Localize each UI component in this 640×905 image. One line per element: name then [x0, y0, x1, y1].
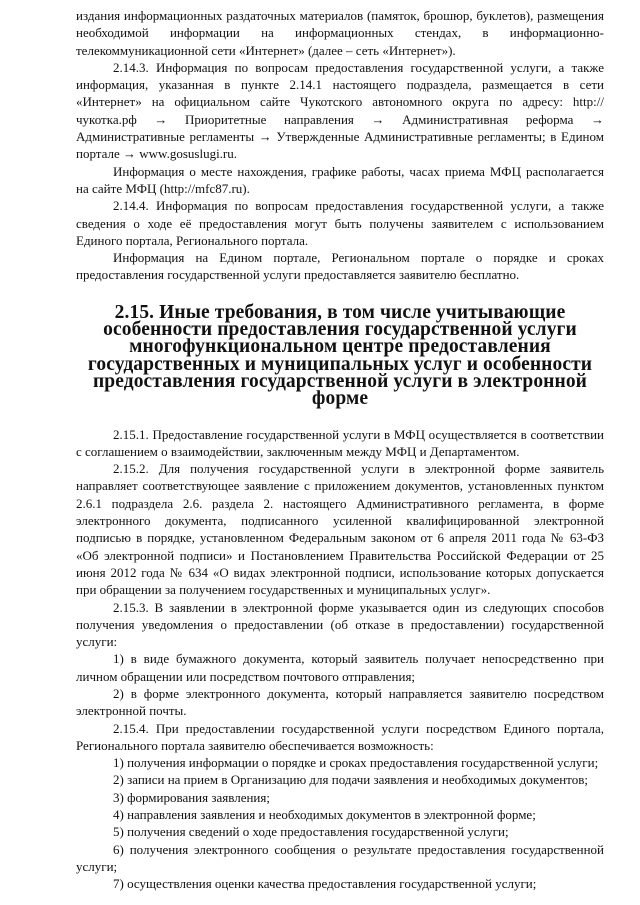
list-item-5: 5) получения сведений о ходе предоставления государственной услуги;	[113, 824, 509, 840]
list-item-4: 4) направления заявления и необходимых документов в электронной форме;	[113, 807, 536, 823]
list-item-7: 7) осуществления оценки качества предоставления государственной услуги;	[113, 876, 537, 892]
paragraph-2-14-4: 2.14.4. Информация по вопросам предоставления государственной услуги, а также сведения о ходе её предоставления могут быть получены заявителем с использованием Единого портала, Регионального портала.	[76, 198, 604, 248]
paragraph-free-info: Информация на Едином портале, Региональном портале о порядке и сроках предоставления государственной услуги предоставляется заявителю бесплатно.	[76, 250, 604, 283]
list-item-2: 2) в форме электронного документа, который направляется заявителю посредством электронной почты.	[76, 685, 604, 719]
document-page	[76, 7, 604, 893]
list-item-3: 3) формирования заявления;	[113, 789, 270, 805]
paragraph-continuation: издания информационных раздаточных материалов (памяток, брошюр, буклетов), размещения необходимой информации на информационных стендах, в информационно-телекоммуникационной сети «Интернет» (далее – сеть «Интернет»).	[76, 8, 604, 58]
list-item-2: 2) записи на прием в Организацию для подачи заявления и необходимых документов;	[113, 772, 588, 788]
paragraph-2-15-1: 2.15.1. Предоставление государственной услуги в МФЦ осуществляется в соответствии с соглашением о взаимодействии, заключенным между МФЦ и Департаментом.	[76, 426, 604, 459]
list-item-1: 1) получения информации о порядке и сроках предоставления государственной услуги;	[113, 755, 599, 771]
paragraph-mfc-info: Информация о месте нахождения, графике работы, часах приема МФЦ располагается на сайте МФЦ (http://mfc87.ru).	[76, 163, 604, 196]
list-item-1: 1) в виде бумажного документа, который заявитель получает непосредственно при личном обращении или посредством почтового отправления;	[76, 651, 604, 684]
list-item-6: 6) получения электронного сообщения о результате предоставления государственной услуги;	[76, 841, 604, 874]
paragraph-2-14-3: 2.14.3. Информация по вопросам предоставления государственной услуги, а также информация, указанная в пункте 2.14.1 настоящего подраздела, размещается в сети «Интернет» на официальном сайте Чукотского автономного округа по адресу: http://чукотка.рф → Приоритетные направления → Административная реформа → Административные регламенты → Утвержденные Административные регламенты; в Едином портале → www.gosuslugi.ru.	[76, 59, 604, 162]
paragraph-2-15-3: 2.15.3. В заявлении в электронной форме указывается один из следующих способов получения уведомления о предоставлении (об отказе в предоставлении) государственной услуги:	[76, 599, 604, 650]
paragraph-2-15-4: 2.15.4. При предоставлении государственной услуги посредством Единого портала, Регионального портала заявителю обеспечивается возможность:	[76, 720, 604, 753]
section-heading-2-15: 2.15. Иные требования, в том числе учитывающие особенности предоставления государственной услуги многофункциональном центре предоставления государственных и муниципальных услуг и особенности предоставления государственной услуги в электронной форме	[87, 301, 593, 410]
paragraph-2-15-2: 2.15.2. Для получения государственной услуги в электронной форме заявитель направляет соответствующее заявление с приложением документов, установленных пунктом 2.6.1 подраздела 2.6. раздела 2. настоящего Административного регламента, в форме электронного документа, подписанного усиленной квалифицированной электронной подписью в порядке, установленном Федеральным законом от 6 апреля 2011 года № 63-ФЗ «Об электронной подписи» и Постановлением Правительства Российской Федерации от 25 июня 2012 года № 634 «О видах электронной подписи, использование которых допускается при обращении за получением государственных и муниципальных услуг».	[76, 461, 604, 598]
